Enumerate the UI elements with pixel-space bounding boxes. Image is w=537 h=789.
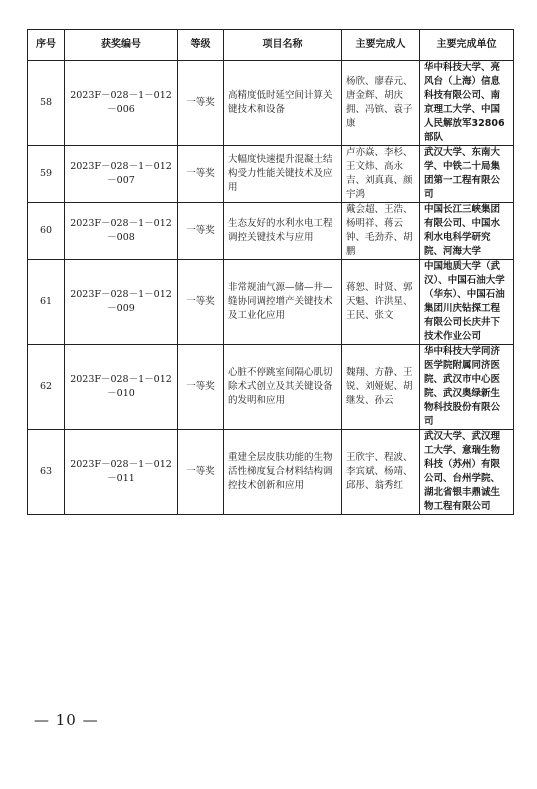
cell-seq: 63 (28, 430, 65, 515)
cell-seq: 60 (28, 203, 65, 260)
cell-main-units: 中国长江三峡集团有限公司、中国水利水电科学研究院、河海大学 (420, 203, 514, 260)
header-seq: 序号 (28, 30, 65, 61)
header-code: 获奖编号 (65, 30, 178, 61)
award-table (27, 29, 514, 515)
cell-project-name: 大幅度快速提升混凝土结构受力性能关键技术及应用 (224, 146, 342, 203)
cell-main-people: 卢亦焱、李杉、王文炜、高永吉、刘真真、颜宇鸿 (342, 146, 420, 203)
cell-project-name: 非常规油气源—储—井—缝协同调控增产关键技术及工业化应用 (224, 260, 342, 345)
table-header-row (28, 30, 514, 61)
header-project-name: 项目名称 (224, 30, 342, 61)
cell-main-people: 杨欣、廖春元、唐金辉、胡庆拥、冯镔、袁子康 (342, 61, 420, 146)
cell-main-units: 武汉大学、武汉理工大学、意瑞生物科技（苏州）有限公司、台州学院、湖北省银丰鼎诚生物工程有限公司 (420, 430, 514, 515)
cell-grade: 一等奖 (178, 146, 224, 203)
cell-grade: 一等奖 (178, 203, 224, 260)
cell-seq: 58 (28, 61, 65, 146)
cell-seq: 59 (28, 146, 65, 203)
cell-grade: 一等奖 (178, 345, 224, 430)
cell-grade: 一等奖 (178, 61, 224, 146)
cell-main-people: 王欣宇、程波、李宾斌、杨靖、邱彤、翁秀红 (342, 430, 420, 515)
cell-code: 2023F－028－1－012－008 (65, 203, 178, 260)
table-row (28, 345, 514, 430)
cell-grade: 一等奖 (178, 430, 224, 515)
cell-main-people: 魏翔、方静、王锐、刘娅妮、胡继发、孙云 (342, 345, 420, 430)
cell-project-name: 重建全层皮肤功能的生物活性梯度复合材料结构调控技术创新和应用 (224, 430, 342, 515)
cell-main-units: 中国地质大学（武汉）、中国石油大学（华东）、中国石油集团川庆钻探工程有限公司长庆井下技术作业公司 (420, 260, 514, 345)
cell-code: 2023F－028－1－012－010 (65, 345, 178, 430)
cell-project-name: 生态友好的水利水电工程调控关键技术与应用 (224, 203, 342, 260)
cell-main-people: 蒋恕、时贤、郭天魁、许洪星、王民、张文 (342, 260, 420, 345)
cell-project-name: 心脏不停跳室间隔心肌切除术式创立及其关键设备的发明和应用 (224, 345, 342, 430)
cell-seq: 62 (28, 345, 65, 430)
header-main-people: 主要完成人 (342, 30, 420, 61)
cell-code: 2023F－028－1－012－007 (65, 146, 178, 203)
table-row (28, 430, 514, 515)
cell-main-units: 华中科技大学同济医学院附属同济医院、武汉市中心医院、武汉奥绿新生物科技股份有限公司 (420, 345, 514, 430)
table-row (28, 146, 514, 203)
cell-main-people: 戴会超、王浩、杨明祥、蒋云钟、毛劲乔、胡鹏 (342, 203, 420, 260)
table-row (28, 203, 514, 260)
cell-code: 2023F－028－1－012－011 (65, 430, 178, 515)
cell-main-units: 武汉大学、东南大学、中铁二十局集团第一工程有限公司 (420, 146, 514, 203)
page-number: — 10 — (34, 711, 99, 729)
cell-seq: 61 (28, 260, 65, 345)
cell-grade: 一等奖 (178, 260, 224, 345)
cell-code: 2023F－028－1－012－006 (65, 61, 178, 146)
cell-project-name: 高精度低时延空间计算关键技术和设备 (224, 61, 342, 146)
cell-main-units: 华中科技大学、亮风台（上海）信息科技有限公司、南京理工大学、中国人民解放军32806部队 (420, 61, 514, 146)
header-main-units: 主要完成单位 (420, 30, 514, 61)
header-grade: 等级 (178, 30, 224, 61)
table-row (28, 61, 514, 146)
cell-code: 2023F－028－1－012－009 (65, 260, 178, 345)
table-row (28, 260, 514, 345)
